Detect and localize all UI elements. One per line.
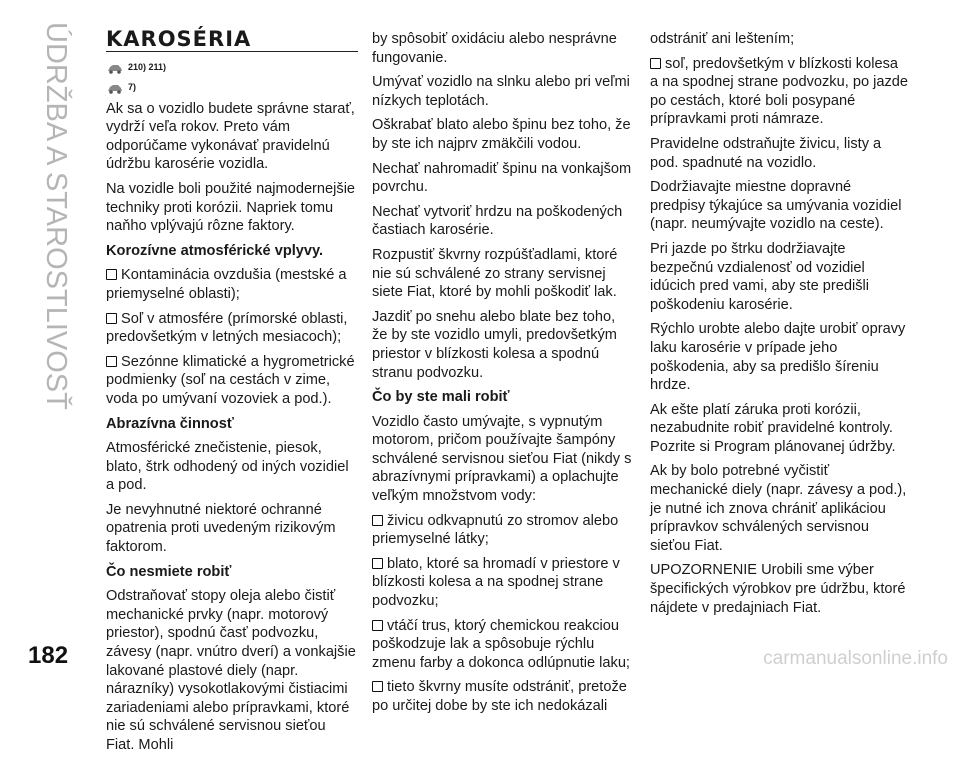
checkbox-bullet-icon: [372, 681, 383, 692]
paragraph: Pravidelne odstraňujte živicu, listy a pod. spadnuté na vozidlo.: [650, 135, 882, 171]
paragraph: Umývať vozidlo na slnku alebo pri veľmi nízkych teplotách.: [372, 74, 630, 109]
paragraph: odstrániť ani leštením;: [650, 31, 795, 47]
page-number: 182: [28, 642, 69, 669]
warning-ref-1-text: 210) 211): [128, 62, 167, 73]
paragraph: Pri jazde po štrku dodržiavajte bezpečnú vzdialenosť od vozidiel idúcich pred vami, aby ste predišli poškodeniu karosérie.: [650, 240, 870, 313]
column-2: [372, 30, 634, 722]
paragraph: Nechať vytvoriť hrdzu na poškodených častiach karosérie.: [372, 203, 623, 239]
bullet-text: Soľ v atmosfére (prímorské oblasti, predovšetkým v letných mesiacoch);: [106, 310, 348, 346]
checkbox-bullet-icon: [106, 356, 117, 367]
page-title: KAROSÉRIA: [106, 30, 358, 52]
checkbox-bullet-icon: [372, 558, 383, 569]
heading-abrasive-action: Abrazívna činnosť: [106, 415, 234, 432]
bullet-item: [106, 266, 358, 303]
note-paragraph: UPOZORNENIE Urobili sme výber špecifických výrobkov pre údržbu, ktoré nájdete v predajniach Fiat.: [650, 562, 906, 616]
paragraph: Nechať nahromadiť špinu na vonkajšom povrchu.: [372, 160, 632, 196]
sidebar-section-title: ÚDRŽBA A STAROSTLIVOSŤ: [40, 22, 72, 410]
paragraph: Ak by bolo potrebné vyčistiť mechanické diely (napr. závesy a pod.), je nutné ich znova chrániť aplikáciou prípravkov schválených servisnou sieťou Fiat.: [650, 463, 907, 554]
column-1: [106, 27, 358, 761]
checkbox-bullet-icon: [106, 269, 117, 280]
heading-corrosive-atmosphere: Korozívne atmosférické vplyvy.: [106, 242, 324, 259]
bullet-text: Kontaminácia ovzdušia (mestské a priemyselné oblasti);: [106, 267, 347, 302]
paragraph: Ak ešte platí záruka proti korózii, nezabudnite robiť pravidelné kontroly. Pozrite si Program plánovanej údržby.: [650, 401, 896, 455]
paragraph: Rozpustiť škvrny rozpúšťadlami, ktoré nie sú schválené zo strany servisnej siete Fiat, ktoré by mohli poškodiť lak.: [372, 246, 618, 301]
sidebar-section-wrap: [28, 22, 72, 542]
bullet-item: [106, 310, 358, 347]
bullet-text: Sezónne klimatické a hygrometrické podmienky (soľ na cestách v zime, voda po umývaní vozoviek a pod.).: [106, 353, 355, 407]
column-3: [650, 30, 910, 623]
bullet-text: vtáčí trus, ktorý chemickou reakciou poškodzuje lak a spôsobuje rýchlu zmenu farby a dokonca odlúpnutie laku;: [372, 617, 630, 671]
car-warning-icon: [106, 81, 124, 95]
paragraph: Vozidlo často umývajte, s vypnutým motorom, pričom používajte šampóny schválené servisnou sieťou Fiat (nikdy s abrazívnymi prípravkami) a oplachujte veľkým množstvom vody:: [372, 413, 632, 505]
warning-ref-2: [106, 80, 358, 96]
bullet-item: [106, 353, 358, 409]
bullet-item: [372, 678, 634, 715]
paragraph: Odstraňovať stopy oleja alebo čistiť mechanické prvky (napr. motorový priestor), spodnú časť podvozku, závesy (napr. vnútro dverí) a vonkajšie lakované plastové diely (napr. nárazníky) vysokotlakovými čistiacimi zariadeniami alebo prípravkami, ktoré nie sú schválené servisnou sieťou Fiat. Mohli: [106, 588, 356, 753]
bullet-text: tieto škvrny musíte odstrániť, pretože po určitej dobe by ste ich nedokázali: [372, 679, 627, 714]
warning-ref-2-text: 7): [128, 82, 137, 93]
heading-what-to-do: Čo by ste mali robiť: [372, 389, 510, 406]
heading-what-not-to-do: Čo nesmiete robiť: [106, 563, 232, 580]
paragraph: Rýchlo urobte alebo dajte urobiť opravy laku karosérie v prípade jeho poškodenia, aby sa predišlo šíreniu hrdze.: [650, 321, 906, 394]
bullet-text: blato, ktoré sa hromadí v priestore v blízkosti kolesa a na spodnej strane podvozku;: [372, 555, 620, 610]
paragraph: Na vozidle boli použité najmodernejšie techniky proti korózii. Napriek tomu naňho vplývajú rôzne faktory.: [106, 180, 356, 235]
paragraph: Oškrabať blato alebo špinu bez toho, že by ste ich najprv zmäkčili vodou.: [372, 117, 631, 152]
paragraph: Ak sa o vozidlo budete správne starať, vydrží veľa rokov. Preto vám odporúčame vykonávať pravidelnú údržbu karosérie vozidla.: [106, 100, 355, 173]
paragraph: Atmosférické znečistenie, piesok, blato, štrk odhodený od iných vozidiel a pod.: [106, 440, 349, 494]
warning-ref-1: [106, 60, 358, 76]
paragraph: by spôsobiť oxidáciu alebo nesprávne fungovanie.: [372, 31, 617, 66]
watermark: carmanualsonline.info: [763, 648, 948, 669]
sidebar: [0, 0, 80, 678]
bullet-text: živicu odkvapnutú zo stromov alebo priemyselné látky;: [372, 512, 619, 548]
bullet-item: [372, 512, 634, 549]
paragraph: Je nevyhnutné niektoré ochranné opatrenia proti uvedeným rizikovým faktorom.: [106, 501, 336, 556]
car-warning-icon: [106, 61, 124, 75]
bullet-text: soľ, predovšetkým v blízkosti kolesa a na spodnej strane podvozku, po jazde po cestách, ktoré boli posypané prípravkami proti námraze.: [650, 55, 909, 128]
checkbox-bullet-icon: [106, 313, 117, 324]
bullet-item: [650, 55, 910, 129]
bullet-item: [372, 555, 634, 611]
checkbox-bullet-icon: [650, 58, 661, 69]
paragraph: Dodržiavajte miestne dopravné predpisy týkajúce sa umývania vozidiel (napr. neumývajte vozidlo na ceste).: [650, 179, 902, 233]
paragraph: Jazdiť po snehu alebo blate bez toho, že by ste vozidlo umyli, predovšetkým priestor v blízkosti kolesa a spodnú stranu podvozku.: [372, 308, 617, 381]
checkbox-bullet-icon: [372, 620, 383, 631]
bullet-item: [372, 617, 634, 673]
checkbox-bullet-icon: [372, 515, 383, 526]
